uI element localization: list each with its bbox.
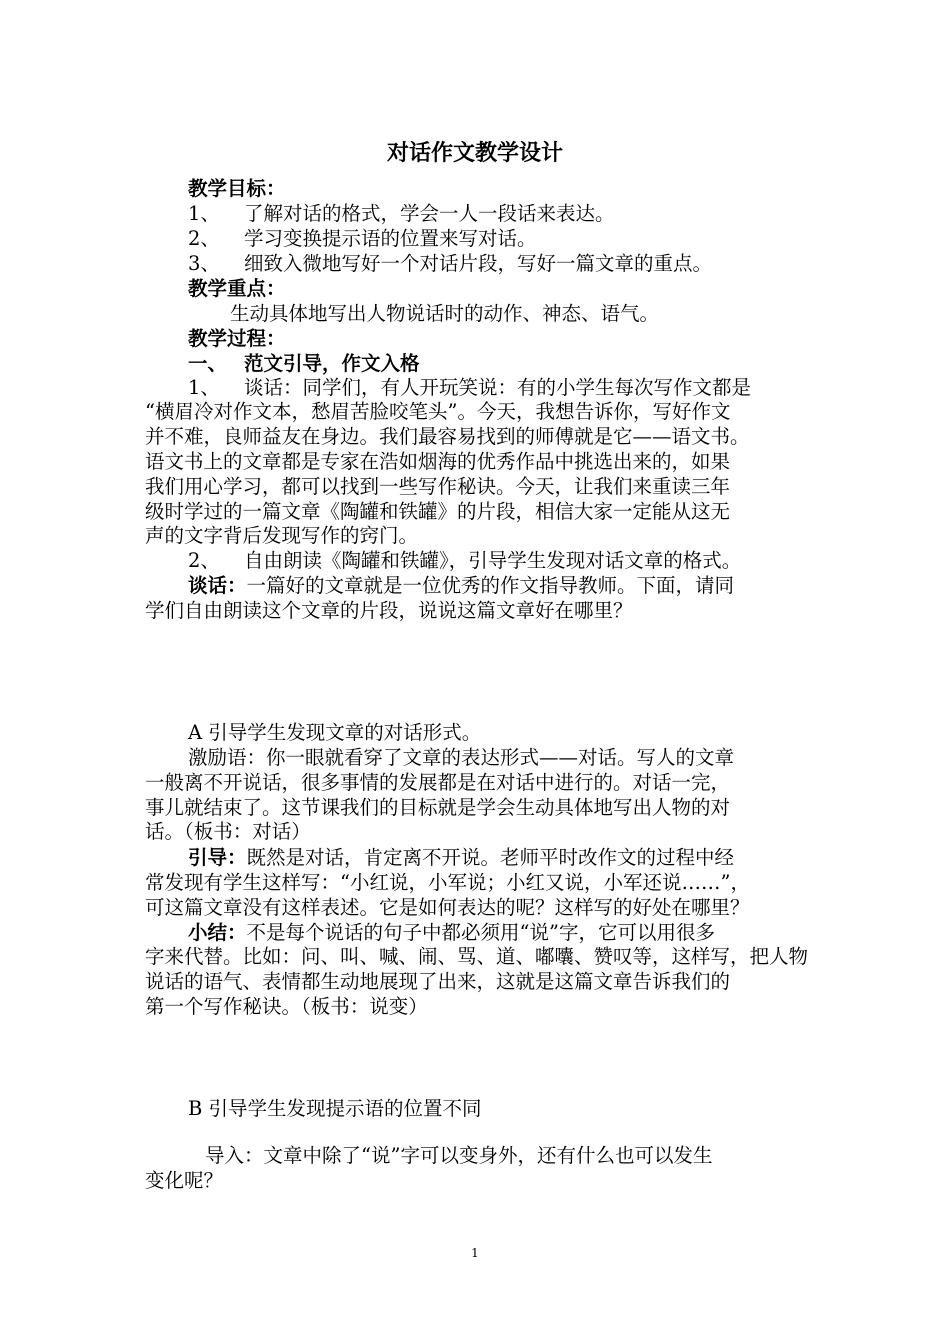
focus-text: 生动具体地写出人物说话时的动作、神态、语气。 <box>230 302 660 325</box>
goal-item: 3、 细致入微地写好一个对话片段，写好一篇文章的重点。 <box>188 252 713 275</box>
paragraph-line: 话。（板书：对话） <box>145 820 311 843</box>
focus-heading: 教学重点： <box>188 277 286 300</box>
part-b-heading: B 引导学生发现提示语的位置不同 <box>188 1097 482 1120</box>
goal-item: 1、 了解对话的格式，学会一人一段话来表达。 <box>188 202 615 225</box>
paragraph-line: 说话的语气、表情都生动地展现了出来，这就是这篇文章告诉我们的 <box>145 970 731 993</box>
section-heading: 一、 范文引导，作文入格 <box>188 352 420 375</box>
page-title: 对话作文教学设计 <box>386 141 563 166</box>
paragraph-line: 一般离不开说话，很多事情的发展都是在对话中进行的。对话一完， <box>145 771 731 794</box>
talk-paragraph: 谈话：一篇好的文章就是一位优秀的作文指导教师。下面，请同 <box>188 574 735 597</box>
paragraph-line: 第一个写作秘诀。（板书：说变） <box>145 995 428 1018</box>
summary-paragraph: 小结：不是每个说话的句子中都必须用“说”字，它可以用很多 <box>188 921 715 944</box>
paragraph-line: 变化呢？ <box>145 1169 224 1192</box>
paragraph-line: 可这篇文章没有这样表述。它是如何表达的呢？这样写的好处在哪里？ <box>145 896 750 919</box>
page-number: 1 <box>471 1246 479 1260</box>
paragraph-line: 我们用心学习，都可以找到一些写作秘诀。今天，让我们来重读三年 <box>145 475 731 498</box>
part-a-heading: A 引导学生发现文章的对话形式。 <box>188 721 482 744</box>
paragraph-line: 字来代替。比如：问、叫、喊、闹、骂、道、嘟囔、赞叹等，这样写，把人物 <box>145 945 809 968</box>
goals-heading: 教学目标： <box>188 177 286 200</box>
process-heading: 教学过程： <box>188 327 286 350</box>
paragraph-line: “横眉冷对作文本，愁眉苦脸咬笔头”。今天，我想告诉你，写好作文 <box>145 400 731 423</box>
paragraph-line: 事儿就结束了。这节课我们的目标就是学会生动具体地写出人物的对 <box>145 796 731 819</box>
paragraph-line: 学们自由朗读这个文章的片段，说说这篇文章好在哪里？ <box>145 599 633 622</box>
guide-paragraph: 引导：既然是对话，肯定离不开说。老师平时改作文的过程中经 <box>188 846 735 869</box>
process-item: 1、 谈话：同学们，有人开玩笑说：有的小学生每次写作文都是 <box>188 376 752 399</box>
process-item: 2、 自由朗读《陶罐和铁罐》，引导学生发现对话文章的格式。 <box>188 549 742 572</box>
paragraph-line: 导入：文章中除了“说”字可以变身外，还有什么也可以发生 <box>205 1144 713 1167</box>
paragraph-line: 并不难，良师益友在身边。我们最容易找到的师傅就是它——语文书。 <box>145 425 750 448</box>
paragraph-line: 常发现有学生这样写：“小红说，小军说；小红又说，小军还说……”， <box>145 871 750 894</box>
goal-item: 2、 学习变换提示语的位置来写对话。 <box>188 227 537 250</box>
paragraph-line: 语文书上的文章都是专家在浩如烟海的优秀作品中挑选出来的，如果 <box>145 450 731 473</box>
paragraph-line: 级时学过的一篇文章《陶罐和铁罐》的片段，相信大家一定能从这无 <box>145 500 731 523</box>
paragraph-line: 声的文字背后发现写作的窍门。 <box>145 524 419 547</box>
paragraph-line: 激励语：你一眼就看穿了文章的表达形式——对话。写人的文章 <box>188 746 735 769</box>
